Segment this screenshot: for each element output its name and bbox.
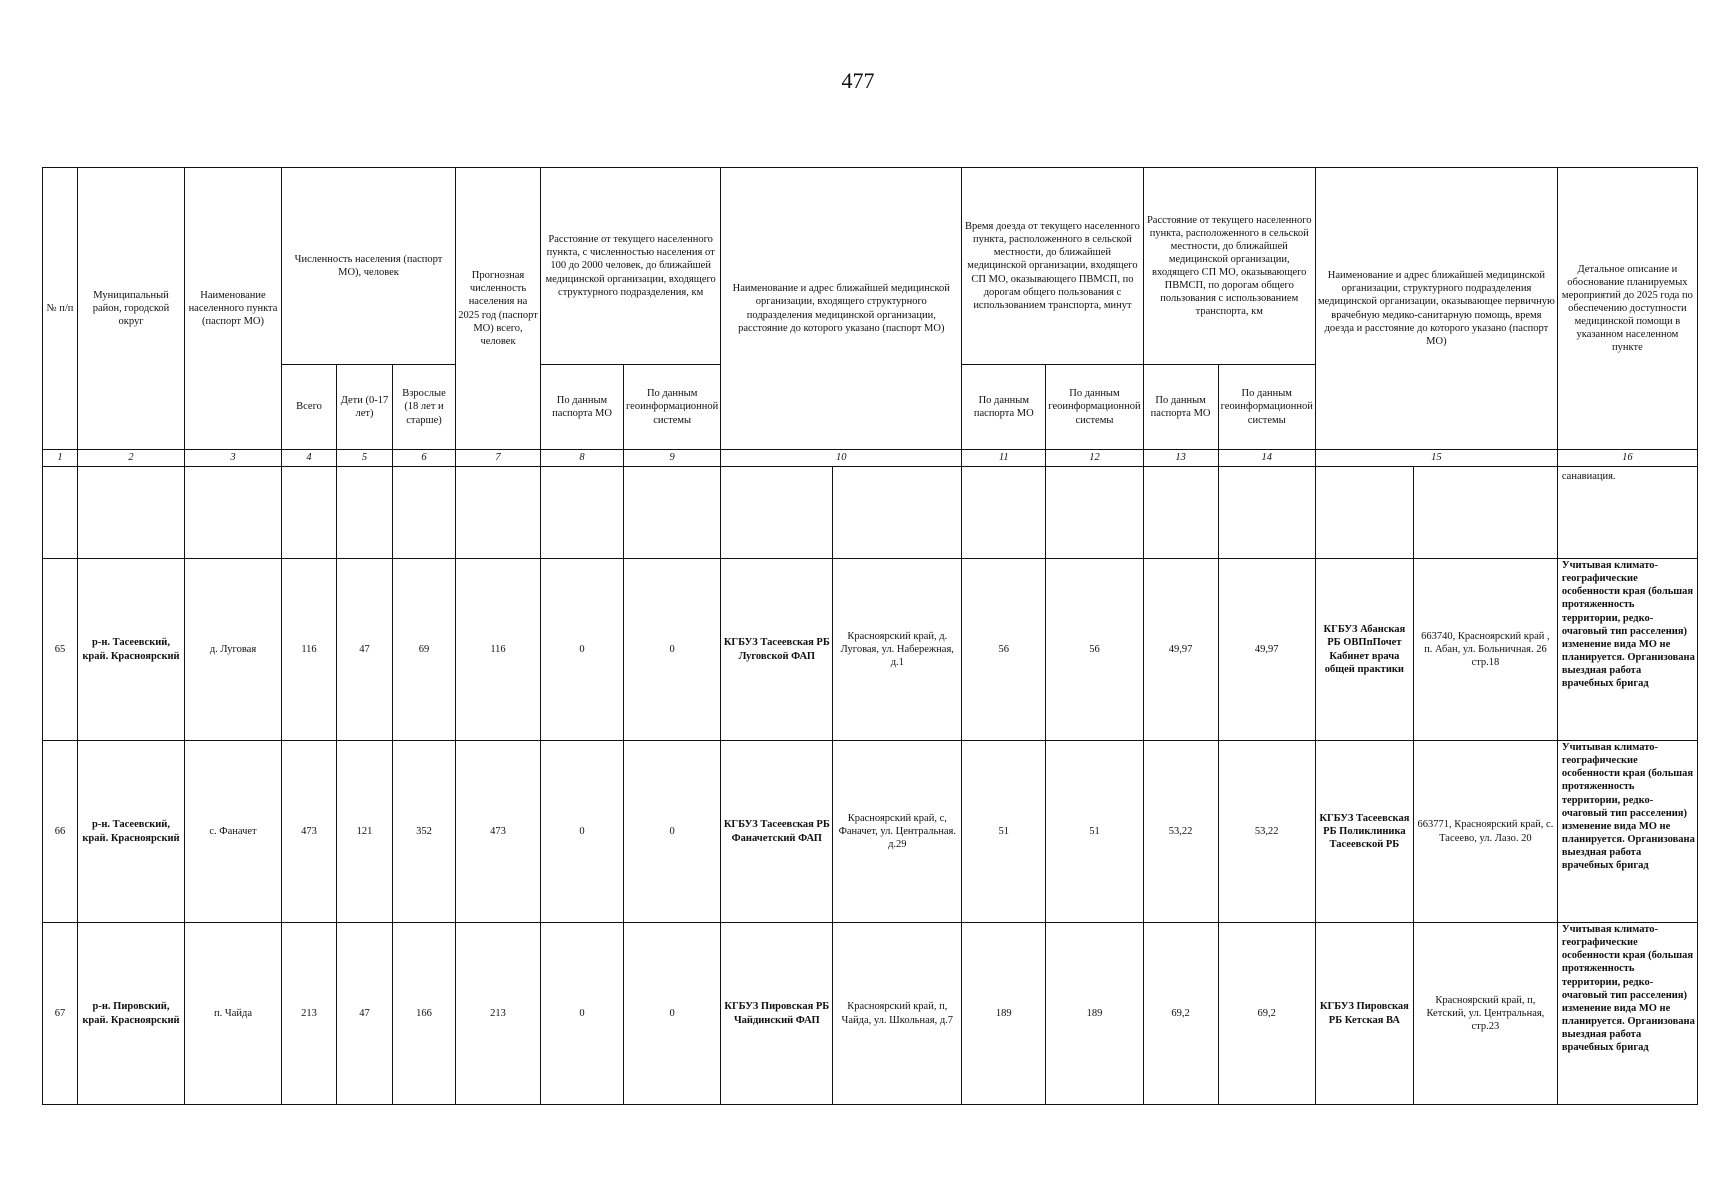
healthcare-access-table: [42, 167, 1698, 1105]
row-dist2-passport: 53,22: [1143, 741, 1218, 923]
empty-cell: [962, 467, 1046, 559]
row-time-geo: 51: [1046, 741, 1143, 923]
column-number: 13: [1143, 450, 1218, 467]
row-time-passport: 51: [962, 741, 1046, 923]
empty-cell: [393, 467, 456, 559]
row-settlement: п. Чайда: [185, 923, 282, 1105]
row-no: 65: [43, 559, 78, 741]
column-number: 6: [393, 450, 456, 467]
page-number: 477: [841, 68, 875, 93]
row-settlement: д. Луговая: [185, 559, 282, 741]
empty-cell: [541, 467, 624, 559]
header-pop-total: Всего: [282, 365, 337, 450]
row-dist2-geo: 49,97: [1218, 559, 1315, 741]
header-distance-group: Расстояние от текущего населенного пункта, с численностью населения от 100 до 2000 человек, до ближайшей медицинской организации, входящего структурного подразделения, км: [541, 168, 721, 365]
column-number-row: [43, 450, 1698, 467]
row-pvmsp-name: КГБУЗ Абанская РБ ОВПпПочет Кабинет врача общей практики: [1315, 559, 1413, 741]
continuation-row: [43, 467, 1698, 559]
row-no: 67: [43, 923, 78, 1105]
header-pop-adults: Взрослые (18 лет и старше): [393, 365, 456, 450]
column-number: 7: [456, 450, 541, 467]
row-dist-geo: 0: [624, 923, 721, 1105]
row-pop-total: 213: [282, 923, 337, 1105]
header-pvmsp-org: Наименование и адрес ближайшей медицинской организации, структурного подразделения медицинской организации, оказывающее первичную врачебную медико-санитарную помощь, время доезда и расстояние до которого указано (паспорт МО): [1315, 168, 1557, 450]
header-dist2-passport: По данным паспорта МО: [1143, 365, 1218, 450]
header-forecast: Прогнозная численность населения на 2025 год (паспорт МО) всего, человек: [456, 168, 541, 450]
row-pop-adults: 69: [393, 559, 456, 741]
row-dist-geo: 0: [624, 559, 721, 741]
header-time-passport: По данным паспорта МО: [962, 365, 1046, 450]
column-number: 1: [43, 450, 78, 467]
header-dist-passport: По данным паспорта МО: [541, 365, 624, 450]
row-pop-adults: 352: [393, 741, 456, 923]
empty-cell: [833, 467, 962, 559]
empty-cell: [1413, 467, 1557, 559]
row-forecast: 473: [456, 741, 541, 923]
row-description: Учитывая климато-географические особенности края (большая протяженность территории, редко-очаговый тип расселения) изменение вида МО не планируется. Организована выездная работа врачебных бригад: [1557, 741, 1697, 923]
row-forecast: 213: [456, 923, 541, 1105]
column-number: 16: [1557, 450, 1697, 467]
row-org-address: Красноярский край, д. Луговая, ул. Набережная, д.1: [833, 559, 962, 741]
empty-cell: [185, 467, 282, 559]
header-settlement: Наименование населенного пункта (паспорт МО): [185, 168, 282, 450]
row-pop-children: 47: [337, 559, 393, 741]
header-dist2-geo: По данным геоинформационной системы: [1218, 365, 1315, 450]
row-pvmsp-name: КГБУЗ Пировская РБ Кетская ВА: [1315, 923, 1413, 1105]
row-description: Учитывая климато-географические особенности края (большая протяженность территории, редко-очаговый тип расселения) изменение вида МО не планируется. Организована выездная работа врачебных бригад: [1557, 923, 1697, 1105]
row-time-passport: 189: [962, 923, 1046, 1105]
empty-cell: [721, 467, 833, 559]
empty-cell: [337, 467, 393, 559]
column-number: 3: [185, 450, 282, 467]
header-dist-geo: По данным геоинформационной системы: [624, 365, 721, 450]
row-municipality: р-н. Пировский, край. Красноярский: [78, 923, 185, 1105]
row-org-name: КГБУЗ Тасеевская РБ Луговской ФАП: [721, 559, 833, 741]
row-org-address: Красноярский край, п, Чайда, ул. Школьная, д.7: [833, 923, 962, 1105]
header-municipality: Муниципальный район, городской округ: [78, 168, 185, 450]
row-no: 66: [43, 741, 78, 923]
row-description: Учитывая климато-географические особенности края (большая протяженность территории, редко-очаговый тип расселения) изменение вида МО не планируется. Организована выездная работа врачебных бригад: [1557, 559, 1697, 741]
row-dist2-geo: 53,22: [1218, 741, 1315, 923]
row-pop-total: 116: [282, 559, 337, 741]
column-number: 5: [337, 450, 393, 467]
column-number: 10: [721, 450, 962, 467]
row-org-name: КГБУЗ Пировская РБ Чайдинский ФАП: [721, 923, 833, 1105]
column-number: 8: [541, 450, 624, 467]
continuation-text: санавиация.: [1557, 467, 1697, 559]
row-dist2-geo: 69,2: [1218, 923, 1315, 1105]
row-pvmsp-address: 663740, Красноярский край , п. Абан, ул. Больничная. 26 стр.18: [1413, 559, 1557, 741]
empty-cell: [1218, 467, 1315, 559]
row-pvmsp-name: КГБУЗ Тасеевская РБ Поликлиника Тасеевской РБ: [1315, 741, 1413, 923]
header-travel-time-group: Время доезда от текущего населенного пункта, расположенного в сельской местности, до ближайшей медицинской организации, входящего СП МО, оказывающего ПВМСП, по дорогам общего пользования с использованием транспорта, минут: [962, 168, 1143, 365]
header-pop-children: Дети (0-17 лет): [337, 365, 393, 450]
header-no: № п/п: [43, 168, 78, 450]
row-dist2-passport: 49,97: [1143, 559, 1218, 741]
header-population-group: Численность населения (паспорт МО), человек: [282, 168, 456, 365]
column-number: 14: [1218, 450, 1315, 467]
row-time-geo: 189: [1046, 923, 1143, 1105]
column-number: 15: [1315, 450, 1557, 467]
row-pop-total: 473: [282, 741, 337, 923]
row-municipality: р-н. Тасеевский, край. Красноярский: [78, 559, 185, 741]
row-pop-children: 47: [337, 923, 393, 1105]
empty-cell: [1143, 467, 1218, 559]
row-pvmsp-address: Красноярский край, п, Кетский, ул. Центральная, стр.23: [1413, 923, 1557, 1105]
table-row: [43, 741, 1698, 923]
row-dist-passport: 0: [541, 923, 624, 1105]
column-number: 11: [962, 450, 1046, 467]
column-number: 2: [78, 450, 185, 467]
header-description: Детальное описание и обоснование планируемых мероприятий до 2025 года по обеспечению доступности медицинской помощи в указанном населенном пункте: [1557, 168, 1697, 450]
header-distance2-group: Расстояние от текущего населенного пункта, расположенного в сельской местности, до ближайшей медицинской организации, входящего СП МО, оказывающего ПВМСП, по дорогам общего пользования с использованием транспорта, км: [1143, 168, 1315, 365]
row-time-passport: 56: [962, 559, 1046, 741]
row-dist-passport: 0: [541, 559, 624, 741]
header-time-geo: По данным геоинформационной системы: [1046, 365, 1143, 450]
row-org-name: КГБУЗ Тасеевская РБ Фаначетский ФАП: [721, 741, 833, 923]
row-pop-children: 121: [337, 741, 393, 923]
empty-cell: [43, 467, 78, 559]
empty-cell: [78, 467, 185, 559]
row-org-address: Красноярский край, с, Фаначет, ул. Центральная. д.29: [833, 741, 962, 923]
empty-cell: [1315, 467, 1413, 559]
row-pvmsp-address: 663771, Красноярский край, с. Тасеево, ул. Лазо. 20: [1413, 741, 1557, 923]
row-dist2-passport: 69,2: [1143, 923, 1218, 1105]
row-dist-passport: 0: [541, 741, 624, 923]
row-municipality: р-н. Тасеевский, край. Красноярский: [78, 741, 185, 923]
empty-cell: [624, 467, 721, 559]
row-dist-geo: 0: [624, 741, 721, 923]
empty-cell: [282, 467, 337, 559]
row-settlement: с. Фаначет: [185, 741, 282, 923]
column-number: 4: [282, 450, 337, 467]
header-nearest-org: Наименование и адрес ближайшей медицинской организации, входящего структурного подразделения медицинской организации, расстояние до которого указано (паспорт МО): [721, 168, 962, 450]
table-row: [43, 559, 1698, 741]
row-time-geo: 56: [1046, 559, 1143, 741]
empty-cell: [1046, 467, 1143, 559]
row-pop-adults: 166: [393, 923, 456, 1105]
column-number: 9: [624, 450, 721, 467]
row-forecast: 116: [456, 559, 541, 741]
empty-cell: [456, 467, 541, 559]
column-number: 12: [1046, 450, 1143, 467]
table-row: [43, 923, 1698, 1105]
